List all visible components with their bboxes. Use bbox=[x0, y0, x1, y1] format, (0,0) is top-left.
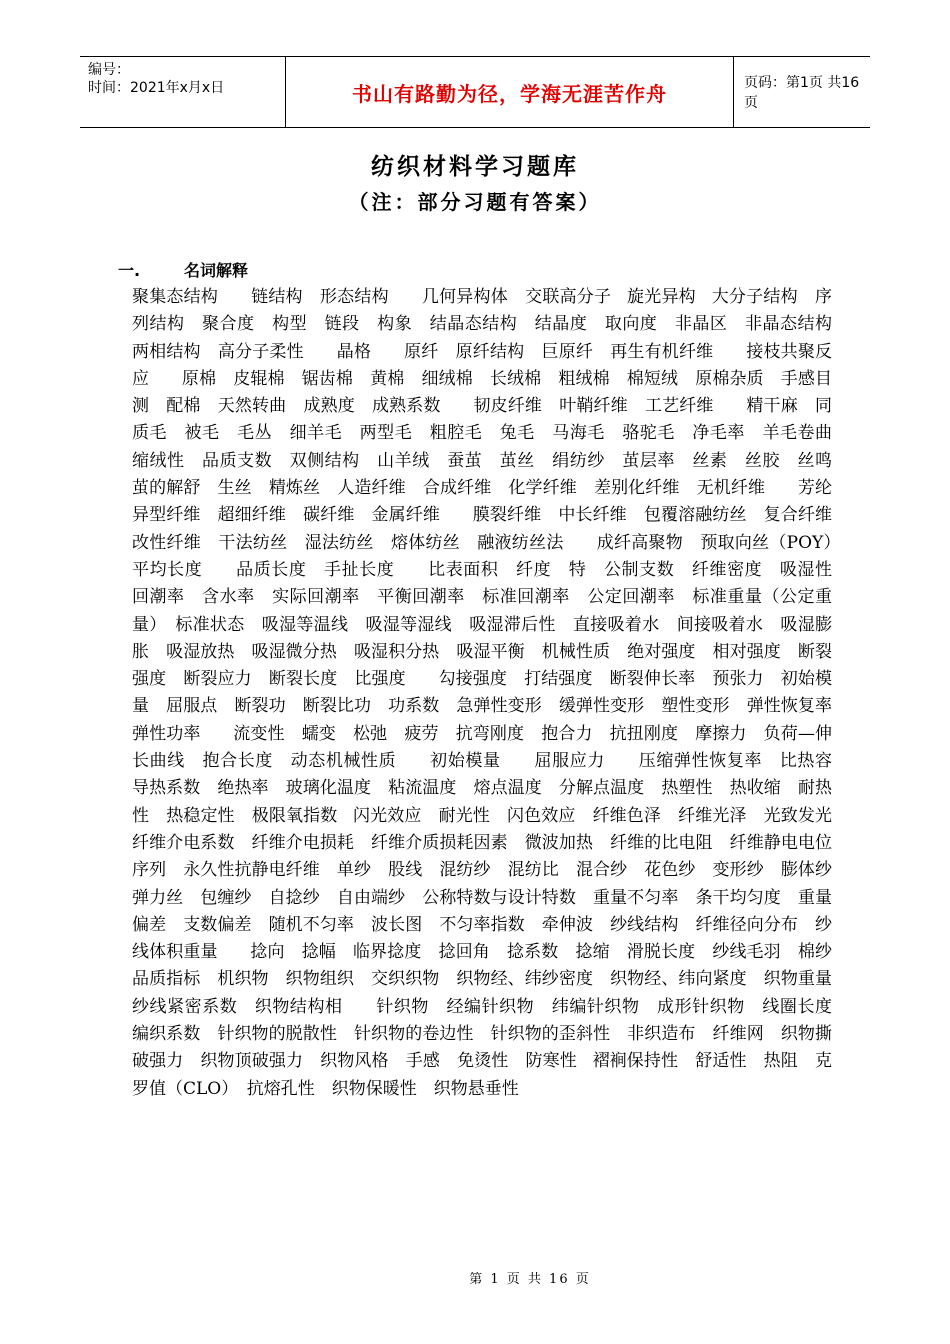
header-motto-cell bbox=[285, 57, 734, 127]
page-header bbox=[80, 56, 870, 128]
section-heading bbox=[118, 258, 248, 281]
header-page-cell bbox=[734, 57, 870, 127]
page-footer: 第 1 页 共 16 页 bbox=[469, 1272, 591, 1287]
document-subtitle: （注：部分习题有答案） bbox=[348, 190, 602, 214]
term-list: 聚集态结构 链结构 形态结构 几何异构体 交联高分子 旋光异构 大分子结构 序列结构 聚合度 构型 链段 构象 结晶态结构 结晶度 取向度 非晶区 非晶态结构 两相结构 高分子柔性 晶格 原纤 原纤结构 巨原纤 再生有机纤维 接枝共聚反应 原棉 皮辊棉 锯齿棉 黄棉 细绒棉 长绒棉 粗绒棉 棉短绒 原棉杂质 手感目测 配棉 天然转曲 成熟度 成熟系数 韧皮纤维 叶鞘纤维 工艺纤维 精干麻 同质毛 被毛 毛丛 细羊毛 两型毛 粗腔毛 兔毛 马海毛 骆驼毛 净毛率 羊毛卷曲 缩绒性 品质支数 双侧结构 山羊绒 蚕茧 茧丝 绢纺纱 茧层率 丝素 丝胶 丝鸣 茧的解舒 生丝 精炼丝 人造纤维 合成纤维 化学纤维 差别化纤维 无机纤维 芳纶 异型纤维 超细纤维 碳纤维 金属纤维 膜裂纤维 中长纤维 包覆溶融纺丝 复合纤维 改性纤维 干法纺丝 湿法纺丝 熔体纺丝 融液纺丝法 成纤高聚物 预取向丝（POY） 平均长度 品质长度 手扯长度 比表面积 纤度 特 公制支数 纤维密度 吸湿性 回潮率 含水率 实际回潮率 平衡回潮率 标准回潮率 公定回潮率 标准重量（公定重量） 标准状态 吸湿等温线 吸湿等湿线 吸湿滞后性 直接吸着水 间接吸着水 吸湿膨胀 吸湿放热 吸湿微分热 吸湿积分热 吸湿平衡 机械性质 绝对强度 相对强度 断裂强度 断裂应力 断裂长度 比强度 勾接强度 打结强度 断裂伸长率 预张力 初始模量 屈服点 断裂功 断裂比功 功系数 急弹性变形 缓弹性变形 塑性变形 弹性恢复率 弹性功率 流变性 蠕变 松弛 疲劳 抗弯刚度 抱合力 抗扭刚度 摩擦力 负荷—伸长曲线 抱合长度 动态机械性质 初始模量 屈服应力 压缩弹性恢复率 比热容 导热系数 绝热率 玻璃化温度 粘流温度 熔点温度 分解点温度 热塑性 热收缩 耐热性 热稳定性 极限氧指数 闪光效应 耐光性 闪色效应 纤维色泽 纤维光泽 光致发光 纤维介电系数 纤维介电损耗 纤维介质损耗因素 微波加热 纤维的比电阻 纤维静电电位序列 永久性抗静电纤维 单纱 股线 混纺纱 混纺比 混合纱 花色纱 变形纱 膨体纱 弹力丝 包缠纱 自捻纱 自由端纱 公称特数与设计特数 重量不匀率 条干均匀度 重量偏差 支数偏差 随机不匀率 波长图 不匀率指数 牵伸波 纱线结构 纤维径向分布 纱线体积重量 捻向 捻幅 临界捻度 捻回角 捻系数 捻缩 滑脱长度 纱线毛羽 棉纱品质指标 机织物 织物组织 交织织物 织物经、纬纱密度 织物经、纬向紧度 织物重量 纱线紧密系数 织物结构相 针织物 经编针织物 纬编针织物 成形针织物 线圈长度 编织系数 针织物的脱散性 针织物的卷边性 针织物的歪斜性 非织造布 纤维网 织物撕破强力 织物顶破强力 织物风格 手感 免烫性 防寒性 褶裥保持性 舒适性 热阻 克罗值（CLO） 抗熔孔性 织物保暖性 织物悬垂性 bbox=[132, 287, 849, 1099]
section-number: 一. bbox=[118, 261, 141, 280]
document-title: 纺织材料学习题库 bbox=[371, 153, 579, 180]
document-number-label: 编号： bbox=[88, 62, 130, 78]
section-title: 名词解释 bbox=[184, 261, 249, 280]
header-page-info: 页码：第1页 共16页 bbox=[744, 75, 860, 111]
document-time: 时间：2021年x月x日 bbox=[88, 80, 225, 96]
header-meta bbox=[80, 57, 285, 127]
header-motto: 书山有路勤为径，学海无涯苦作舟 bbox=[352, 81, 667, 106]
